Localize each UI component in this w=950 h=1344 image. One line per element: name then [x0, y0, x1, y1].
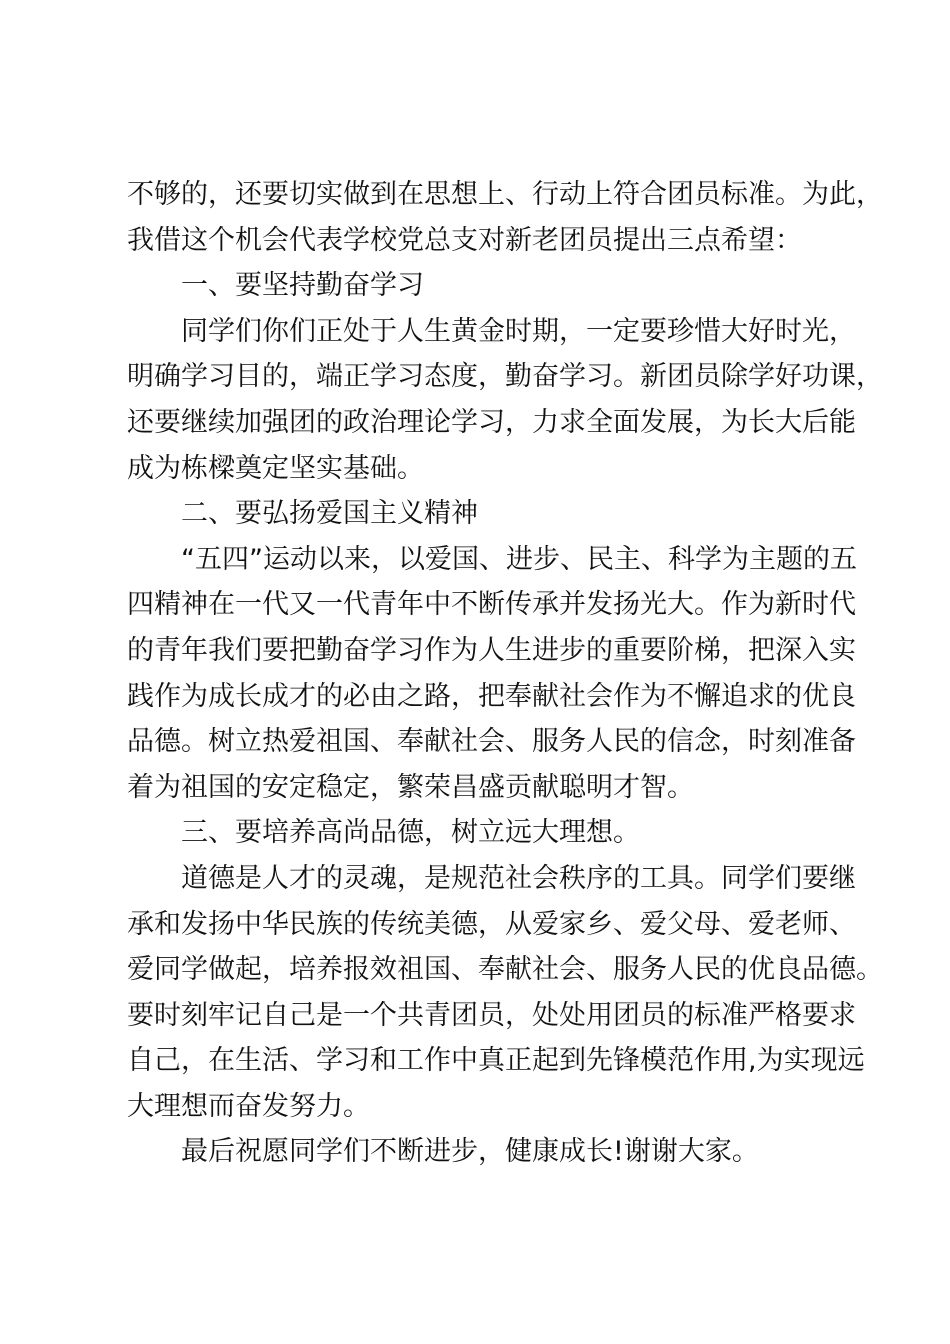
text-line: 不够的，还要切实做到在思想上、行动上符合团员标准。为此， [127, 179, 883, 210]
section-heading-3: 三、要培养高尚品德，树立远大理想。 [181, 817, 640, 849]
text-line: 我借这个机会代表学校党总支对新老团员提出三点希望： [127, 224, 802, 256]
text-line: 爱同学做起，培养报效祖国、奉献社会、服务人民的优良品德。 [127, 954, 883, 986]
text-line: 践作为成长成才的必由之路，把奉献社会作为不懈追求的优良 [127, 680, 856, 712]
document-body [127, 172, 883, 1175]
text-line: 还要继续加强团的政治理论学习，力求全面发展，为长大后能 [127, 406, 856, 438]
text-line: 承和发扬中华民族的传统美德，从爱家乡、爱父母、爱老师、 [127, 908, 856, 940]
closing-line: 最后祝愿同学们不断进步，健康成长!谢谢大家。 [181, 1136, 759, 1168]
text-line: 的青年我们要把勤奋学习作为人生进步的重要阶梯，把深入实 [127, 634, 856, 666]
text-line: “五四”运动以来，以爱国、进步、民主、科学为主题的五 [181, 543, 857, 575]
text-line: 品德。树立热爱祖国、奉献社会、服务人民的信念，时刻准备 [127, 726, 856, 758]
text-line: 明确学习目的，端正学习态度，勤奋学习。新团员除学好功课， [127, 361, 883, 393]
section-heading-1: 一、要坚持勤奋学习 [181, 270, 424, 302]
text-line: 道德是人才的灵魂，是规范社会秩序的工具。同学们要继 [181, 862, 856, 894]
section-heading-2: 二、要弘扬爱国主义精神 [181, 498, 478, 530]
text-line: 自己，在生活、学习和工作中真正起到先锋模范作用,为实现远 [127, 1045, 865, 1077]
text-line: 着为祖国的安定稳定，繁荣昌盛贡献聪明才智。 [127, 771, 694, 803]
text-line: 成为栋樑奠定坚实基础。 [127, 452, 424, 484]
text-line: 要时刻牢记自己是一个共青团员，处处用团员的标准严格要求 [127, 999, 856, 1031]
text-line: 同学们你们正处于人生黄金时期，一定要珍惜大好时光， [181, 315, 856, 347]
text-line: 四精神在一代又一代青年中不断传承并发扬光大。作为新时代 [127, 589, 856, 621]
text-line: 大理想而奋发努力。 [127, 1090, 370, 1122]
